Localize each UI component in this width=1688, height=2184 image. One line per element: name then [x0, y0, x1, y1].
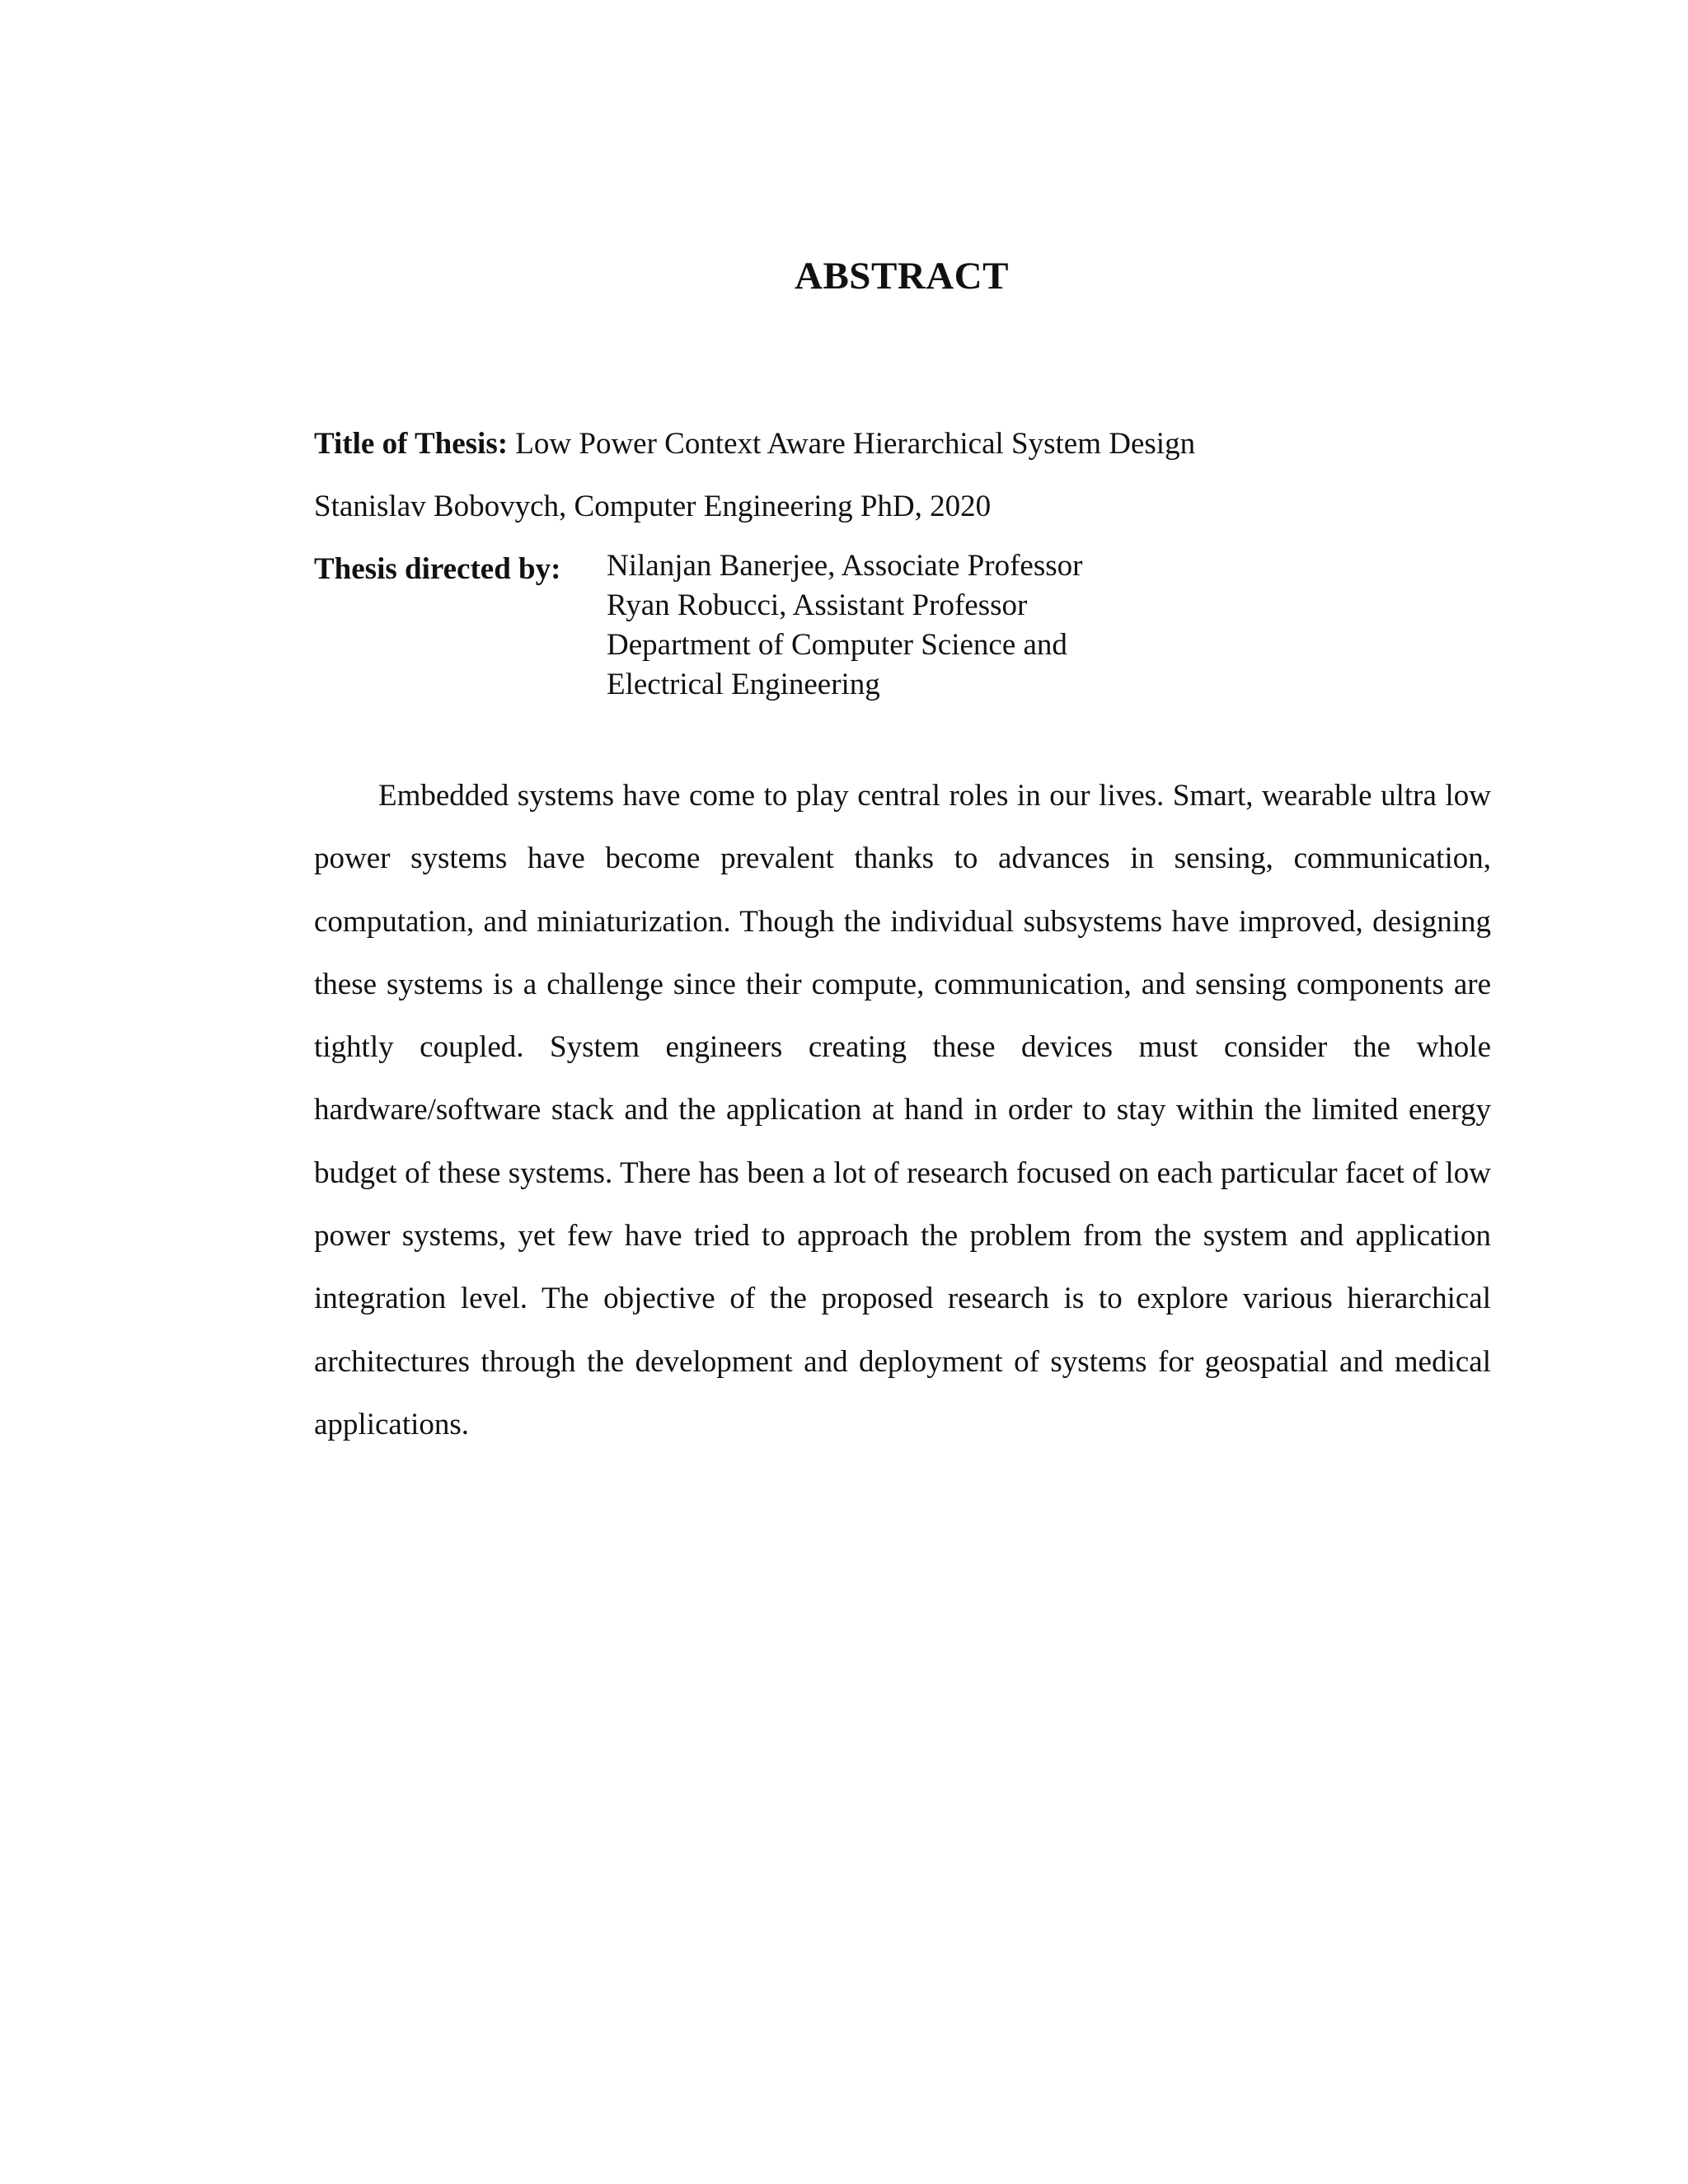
- abstract-paragraph: Embedded systems have come to play central roles in our lives. Smart, wearable ultra low power systems have become prevalent thanks to advances in sensing, communication, computation, and miniaturization. Though the individual subsystems have improved, designing these systems is a challenge since their compute, communication, and sensing components are tightly coupled. System engineers creating these devices must consider the whole hardware/software stack and the application at hand in order to stay within the limited energy budget of these systems. There has been a lot of research focused on each particular facet of low power systems, yet few have tried to approach the problem from the system and application integration level. The objective of the proposed research is to explore various hierarchical architectures through the development and deployment of systems for geospatial and medical applications.: [314, 779, 1491, 1441]
- directed-by-block: [314, 551, 1491, 705]
- thesis-title-line: [314, 426, 1491, 462]
- thesis-title-value: Low Power Context Aware Hierarchical System Design: [515, 427, 1196, 461]
- director-line: Department of Computer Science and: [607, 628, 1067, 662]
- director-line: Electrical Engineering: [607, 668, 880, 701]
- director-line: Nilanjan Banerjee, Associate Professor: [607, 549, 1083, 583]
- directed-by-list: [607, 546, 1082, 705]
- author-line: Stanislav Bobovych, Computer Engineering PhD, 2020: [314, 490, 992, 523]
- page-heading: ABSTRACT: [795, 255, 1009, 298]
- thesis-title-label: Title of Thesis:: [314, 427, 509, 461]
- directed-by-row: [314, 551, 1491, 705]
- directed-by-label: Thesis directed by:: [314, 552, 561, 586]
- director-line: Ryan Robucci, Assistant Professor: [607, 588, 1028, 622]
